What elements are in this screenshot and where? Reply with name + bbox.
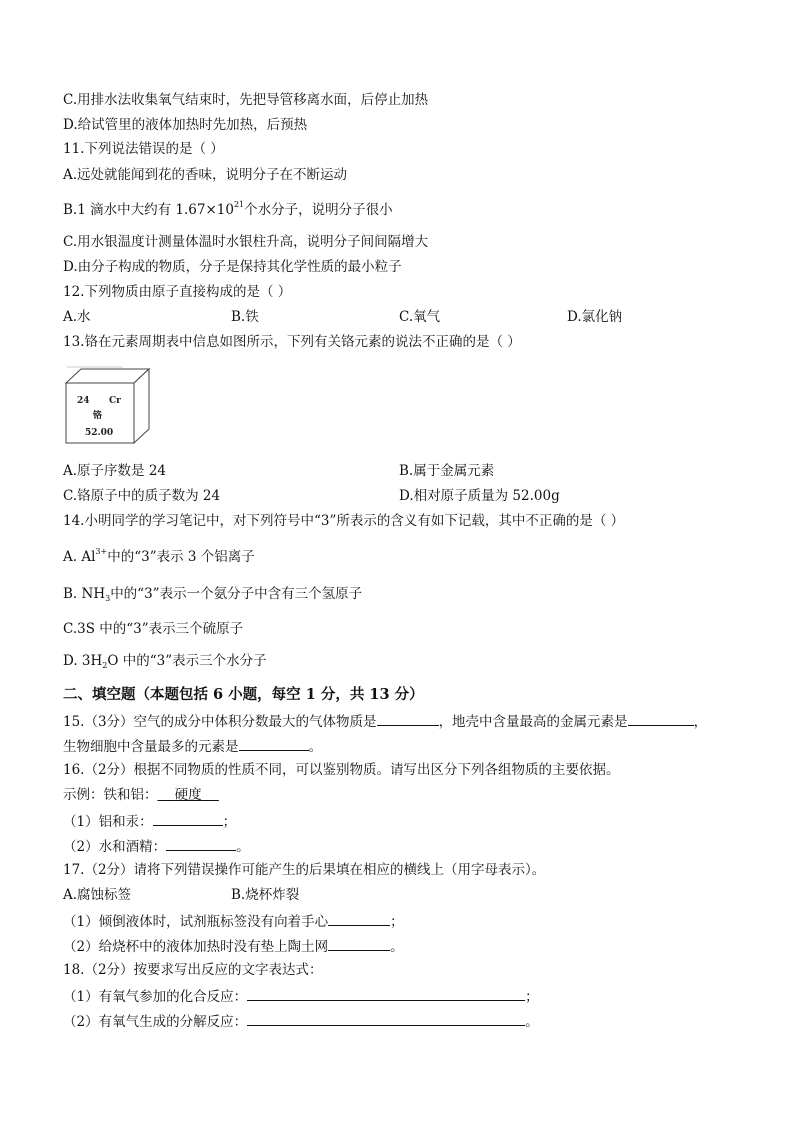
q15-text-d: 生物细胞中含量最多的元素是 — [63, 739, 239, 755]
q14b-text: 中的“3”表示一个氨分子中含有三个氢原子 — [110, 586, 363, 602]
q12-option-d: D.氯化钠 — [567, 309, 623, 325]
q17-part1 — [63, 911, 404, 931]
q15-blank-3[interactable] — [239, 736, 309, 751]
q17-option-a: A.腐蚀标签 — [63, 887, 132, 903]
q15-blank-1[interactable] — [377, 711, 439, 726]
q15-text-b: ，地壳中含量最高的金属元素是 — [438, 714, 628, 730]
q16-part1-text: （1）铝和汞： — [63, 814, 153, 830]
q11b-text-post: 个水分子，说明分子很小 — [244, 202, 393, 218]
q18-blank-1[interactable] — [247, 986, 525, 1001]
q17-blank-1[interactable] — [328, 911, 390, 926]
q11-option-b — [63, 201, 393, 219]
q16-example-answer-text: 硬度 — [174, 787, 202, 803]
q13-option-a: A.原子序数是 24 — [63, 463, 167, 479]
q16-example — [63, 786, 219, 804]
q15-text-a: 15.（3分）空气的成分中体积分数最大的气体物质是 — [63, 714, 377, 730]
chromium-element-card — [63, 365, 153, 445]
q18-blank-2[interactable] — [247, 1011, 525, 1026]
q17-option-b: B.烧杯炸裂 — [231, 887, 300, 903]
q17-blank-2[interactable] — [328, 936, 390, 951]
q16-blank-2[interactable] — [166, 836, 236, 851]
q14d-text: O 中的“3”表示三个水分子 — [107, 653, 267, 669]
q14a-charge: 3+ — [95, 547, 108, 556]
q18-part2 — [63, 1011, 539, 1031]
q18-part2-end: 。 — [525, 1014, 539, 1030]
q15-text-c: ， — [693, 714, 708, 730]
q11-option-c: C.用水银温度计测量体温时水银柱升高，说明分子间间隔增大 — [63, 234, 429, 250]
q18-part1-text: （1）有氧气参加的化合反应： — [63, 989, 248, 1005]
q13-option-c: C.铬原子中的质子数为 24 — [63, 488, 221, 504]
q13-option-d: D.相对原子质量为 52.00g — [399, 488, 560, 504]
q15-blank-2[interactable] — [628, 711, 694, 726]
q11-option-a: A.远处就能闻到花的香味，说明分子在不断运动 — [63, 167, 348, 183]
q14-option-b — [63, 585, 362, 603]
q17-stem: 17.（2分）请将下列错误操作可能产生的后果填在相应的横线上（用字母表示）。 — [63, 862, 546, 878]
q12-option-b: B.铁 — [231, 309, 259, 325]
q14d-formula: D. 3H — [63, 653, 103, 669]
q14-option-d — [63, 652, 267, 670]
q10-option-d: D.给试管里的液体加热时先加热，后预热 — [63, 117, 308, 133]
q14-option-a — [63, 548, 255, 566]
q16-part2 — [63, 836, 250, 856]
q12-option-c: C.氧气 — [399, 309, 441, 325]
q14-stem: 14.小明同学的学习笔记中，对下列符号中“3”所表示的含义有如下记载，其中不正确的是（ ） — [63, 513, 625, 529]
element-name: 铬 — [93, 411, 103, 421]
q14a-text: 中的“3”表示 3 个铝离子 — [107, 549, 255, 565]
q12-stem: 12.下列物质由原子直接构成的是（ ） — [63, 284, 292, 300]
q11-option-d: D.由分子构成的物质，分子是保持其化学性质的最小粒子 — [63, 259, 402, 275]
q14a-formula: A. Al — [63, 549, 96, 565]
q14b-formula: B. NH — [63, 586, 106, 602]
q10-option-c: C.用排水法收集氧气结束时，先把导管移离水面，后停止加热 — [63, 92, 429, 108]
q14-option-c: C.3S 中的“3”表示三个硫原子 — [63, 621, 244, 637]
q16-part2-text: （2）水和酒精： — [63, 839, 167, 855]
q16-part2-end: 。 — [236, 839, 250, 855]
q16-example-label: 示例：铁和铝： — [63, 787, 158, 803]
q16-part1 — [63, 811, 236, 831]
q11-stem: 11.下列说法错误的是（ ） — [63, 141, 224, 157]
q18-part1-end: ； — [525, 989, 539, 1005]
q18-part1 — [63, 986, 539, 1006]
q16-example-answer — [158, 787, 219, 803]
q15-text-e: 。 — [308, 739, 322, 755]
element-mass: 52.00 — [85, 428, 114, 438]
q16-stem: 16.（2分）根据不同物质的性质不同，可以鉴别物质。请写出区分下列各组物质的主要依据。 — [63, 762, 620, 778]
q13-option-b: B.属于金属元素 — [399, 463, 495, 479]
q16-blank-1[interactable] — [153, 811, 223, 826]
q14b-subscript: 3 — [105, 594, 111, 603]
q14d-subscript: 2 — [102, 661, 108, 670]
q17-part2-text: （2）给烧杯中的液体加热时没有垫上陶土网 — [63, 939, 329, 955]
q11b-text: B.1 滴水中大约有 1.67×10 — [63, 202, 234, 218]
section-2-heading: 二、填空题（本题包括 6 小题，每空 1 分，共 13 分） — [63, 686, 424, 703]
element-symbol: Cr — [109, 396, 121, 406]
q17-part2 — [63, 936, 404, 956]
q11b-exponent: 21 — [233, 200, 245, 209]
q13-stem: 13.铬在元素周期表中信息如图所示，下列有关铬元素的说法不正确的是（ ） — [63, 334, 521, 350]
q15-line1 — [63, 711, 707, 731]
q16-part1-end: ； — [222, 814, 237, 830]
q18-part2-text: （2）有氧气生成的分解反应： — [63, 1014, 248, 1030]
q17-part1-text: （1）倾倒液体时，试剂瓶标签没有向着手心 — [63, 914, 329, 930]
element-number: 24 — [77, 396, 90, 406]
q17-part2-end: 。 — [390, 939, 404, 955]
q17-part1-end: ； — [390, 914, 404, 930]
q12-option-a: A.水 — [63, 309, 91, 325]
q15-line2 — [63, 736, 322, 756]
q18-stem: 18.（2分）按要求写出反应的文字表达式： — [63, 962, 323, 978]
